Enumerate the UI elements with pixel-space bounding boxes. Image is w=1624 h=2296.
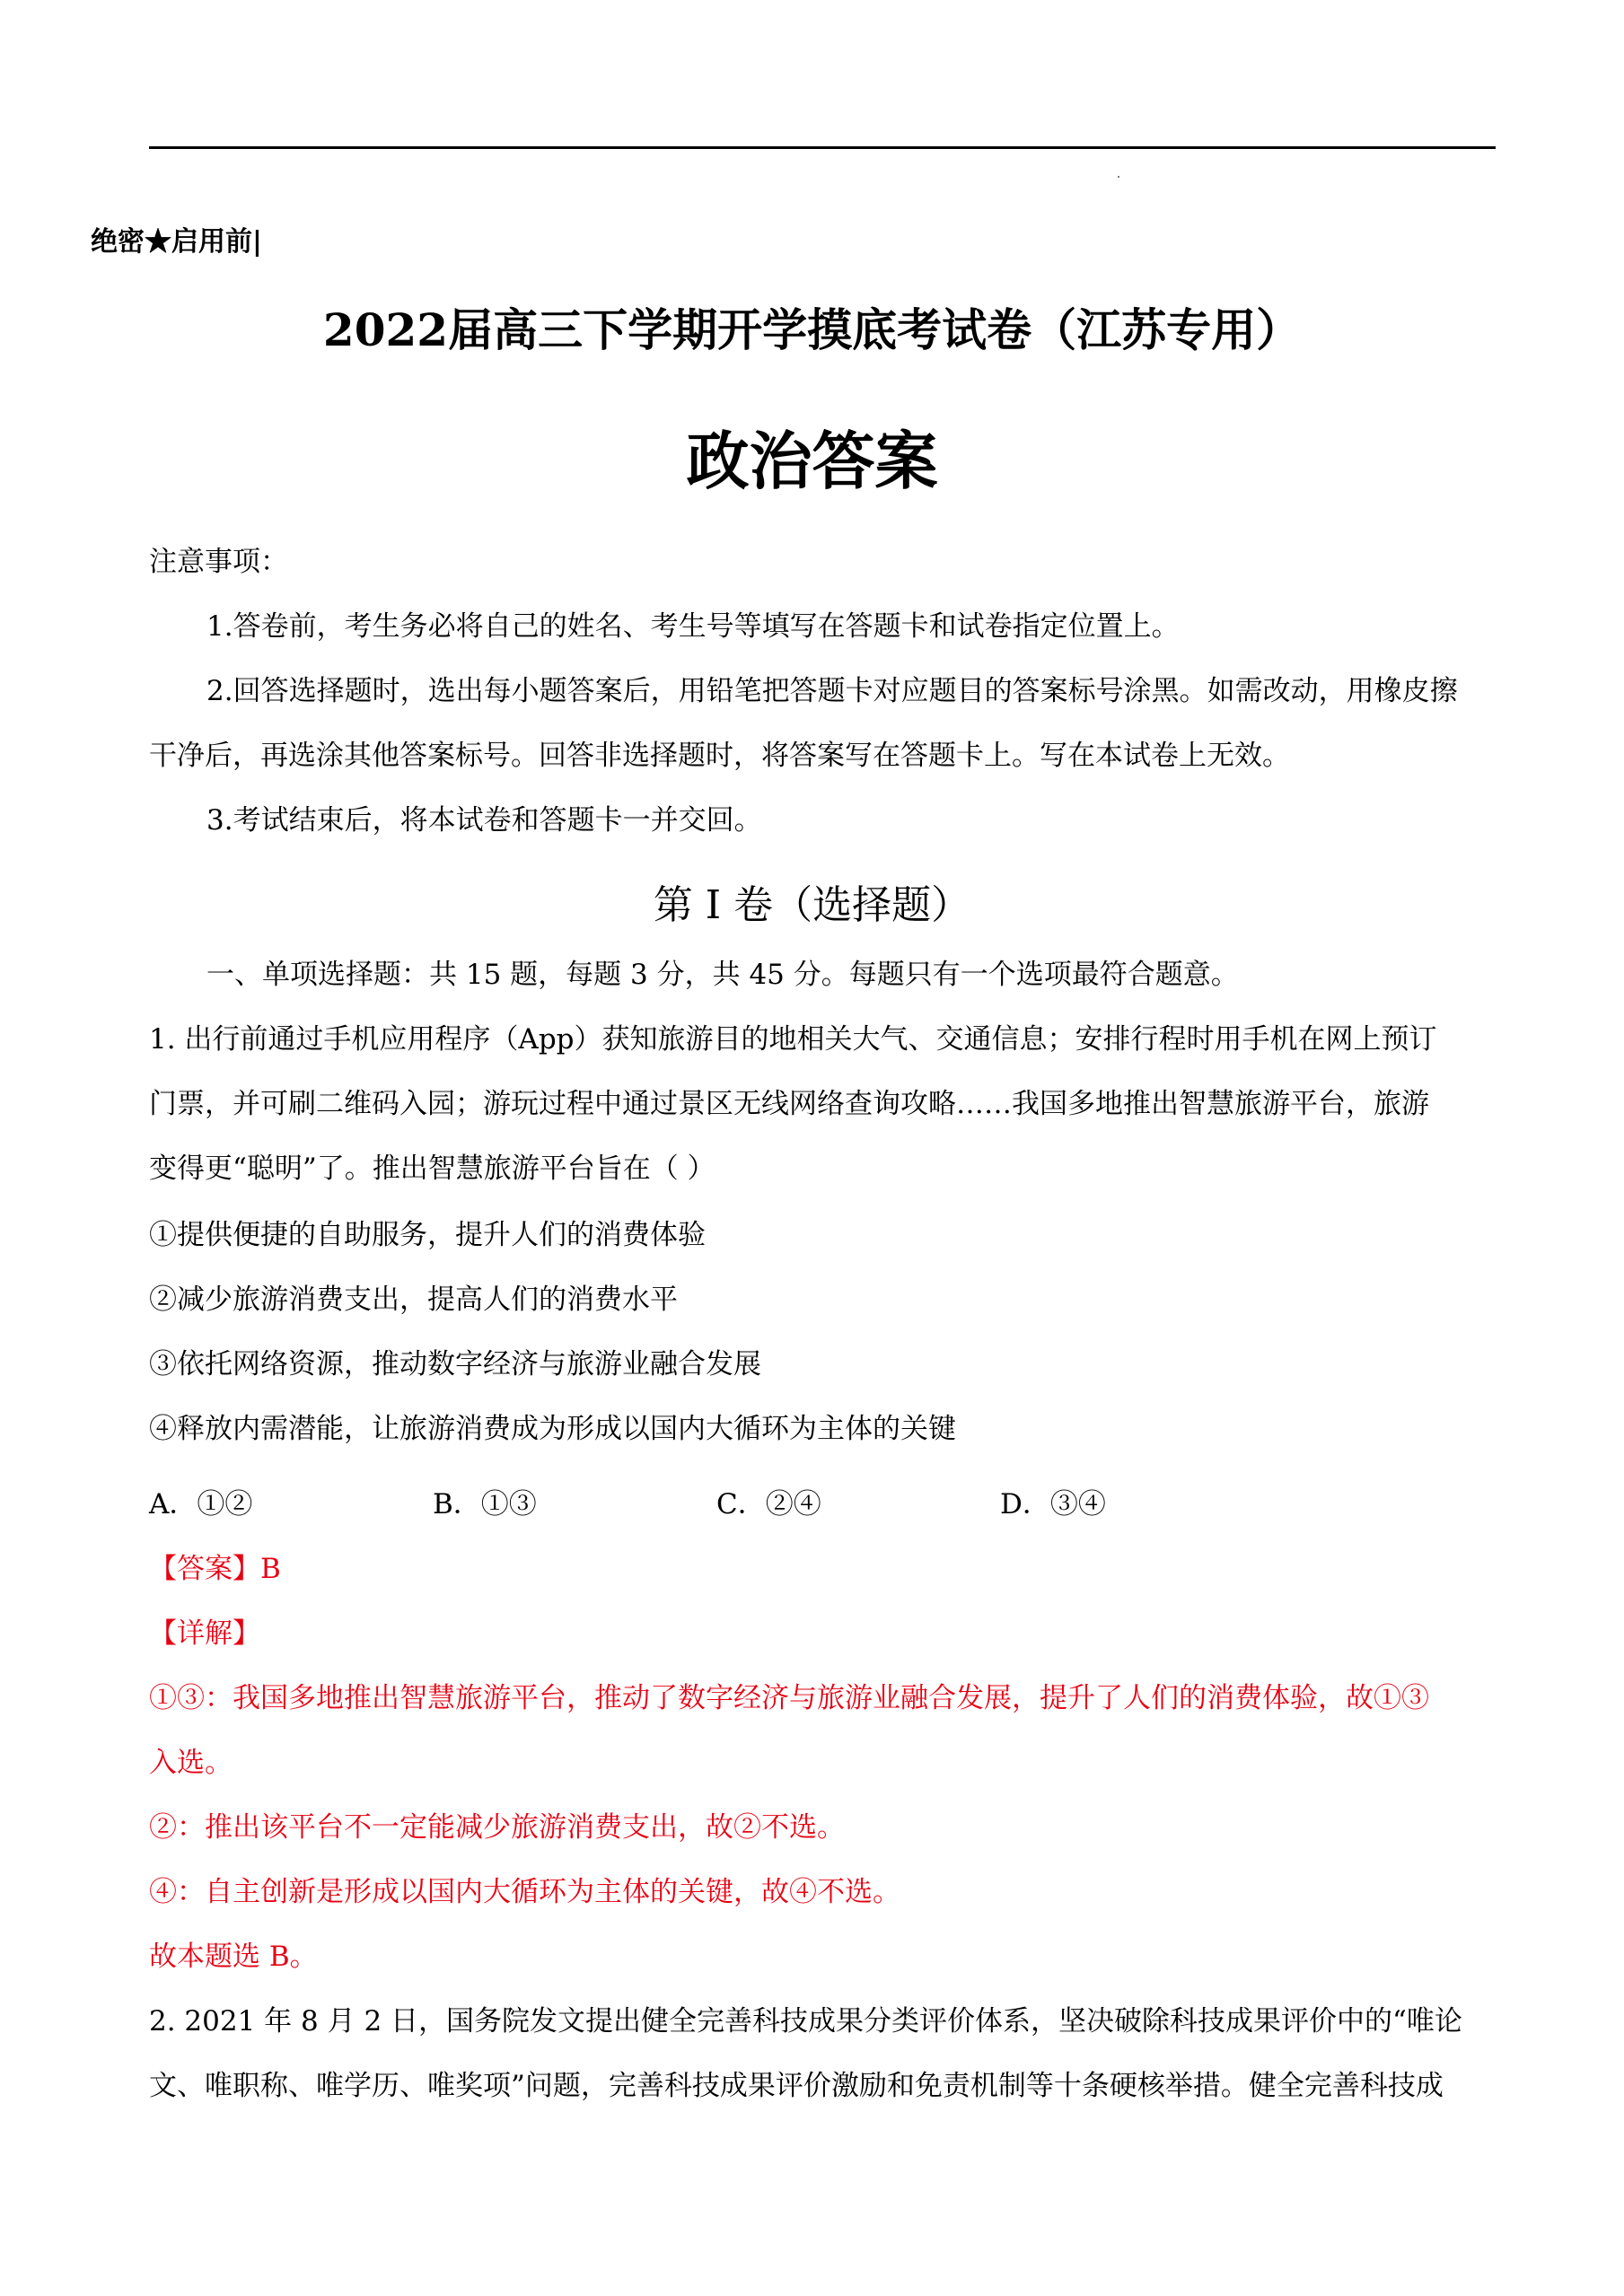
header-dot xyxy=(1118,176,1119,178)
question-1-statement-2: ②减少旅游消费支出，提高人们的消费水平 xyxy=(149,1284,678,1316)
question-1-option-b: B．①③ xyxy=(433,1488,537,1520)
question-1-option-a: A．①② xyxy=(149,1488,253,1520)
question-2-line-2: 文、唯职称、唯学历、唯奖项”问题，完善科技成果评价激励和免责机制等十条硬核举措。健全完善科技成 xyxy=(149,2070,1444,2102)
question-1-detail-2: ②：推出该平台不一定能减少旅游消费支出，故②不选。 xyxy=(149,1811,845,1844)
notes-heading: 注意事项： xyxy=(149,546,288,578)
question-1-detail-1-line-2: 入选。 xyxy=(149,1747,233,1779)
section-title: 第 I 卷（选择题） xyxy=(653,882,971,928)
question-1-statement-1: ①提供便捷的自助服务，提升人们的消费体验 xyxy=(149,1219,706,1251)
notes-item-2-line-1: 2.回答选择题时，选出每小题答案后，用铅笔把答题卡对应题目的答案标号涂黑。如需改动，用橡皮擦 xyxy=(206,675,1458,707)
question-1-line-3: 变得更“聪明”了。推出智慧旅游平台旨在（ ） xyxy=(149,1152,715,1185)
question-1-statement-4: ④释放内需潜能，让旅游消费成为形成以国内大循环为主体的关键 xyxy=(149,1413,956,1445)
question-1-answer: 【答案】B xyxy=(149,1553,281,1585)
question-1-option-d: D．③④ xyxy=(1000,1488,1106,1520)
notes-item-2-line-2: 干净后，再选涂其他答案标号。回答非选择题时，将答案写在答题卡上。写在本试卷上无效。 xyxy=(149,740,1290,772)
question-1-detail-label: 【详解】 xyxy=(149,1617,260,1650)
question-1-statement-3: ③依托网络资源，推动数字经济与旅游业融合发展 xyxy=(149,1348,761,1380)
exam-title: 2022届高三下学期开学摸底考试卷（江苏专用） xyxy=(322,303,1302,356)
secret-mark: 绝密★启用前| xyxy=(91,226,262,258)
section-instruction: 一、单项选择题：共 15 题，每题 3 分，共 45 分。每题只有一个选项最符合题意。 xyxy=(206,959,1239,991)
question-1-line-2: 门票，并可刷二维码入园；游玩过程中通过景区无线网络查询攻略……我国多地推出智慧旅游平台，旅游 xyxy=(149,1088,1429,1120)
question-1-option-c: C．②④ xyxy=(716,1488,821,1520)
question-2-line-1: 2. 2021 年 8 月 2 日，国务院发文提出健全完善科技成果分类评价体系，坚决破除科技成果评价中的“唯论 xyxy=(149,2005,1462,2037)
exam-subtitle: 政治答案 xyxy=(686,424,938,498)
question-1-conclusion: 故本题选 B。 xyxy=(149,1941,318,1973)
question-1-detail-3: ④：自主创新是形成以国内大循环为主体的关键，故④不选。 xyxy=(149,1876,900,1908)
question-1-detail-1-line-1: ①③：我国多地推出智慧旅游平台，推动了数字经济与旅游业融合发展，提升了人们的消费体验，故①③ xyxy=(149,1682,1429,1714)
header-rule xyxy=(149,146,1496,149)
notes-item-1: 1.答卷前，考生务必将自己的姓名、考生号等填写在答题卡和试卷指定位置上。 xyxy=(206,610,1180,643)
question-1-line-1: 1. 出行前通过手机应用程序（App）获知旅游目的地相关大气、交通信息；安排行程时用手机在网上预订 xyxy=(149,1023,1437,1056)
notes-item-3: 3.考试结束后，将本试卷和答题卡一并交回。 xyxy=(206,804,762,837)
